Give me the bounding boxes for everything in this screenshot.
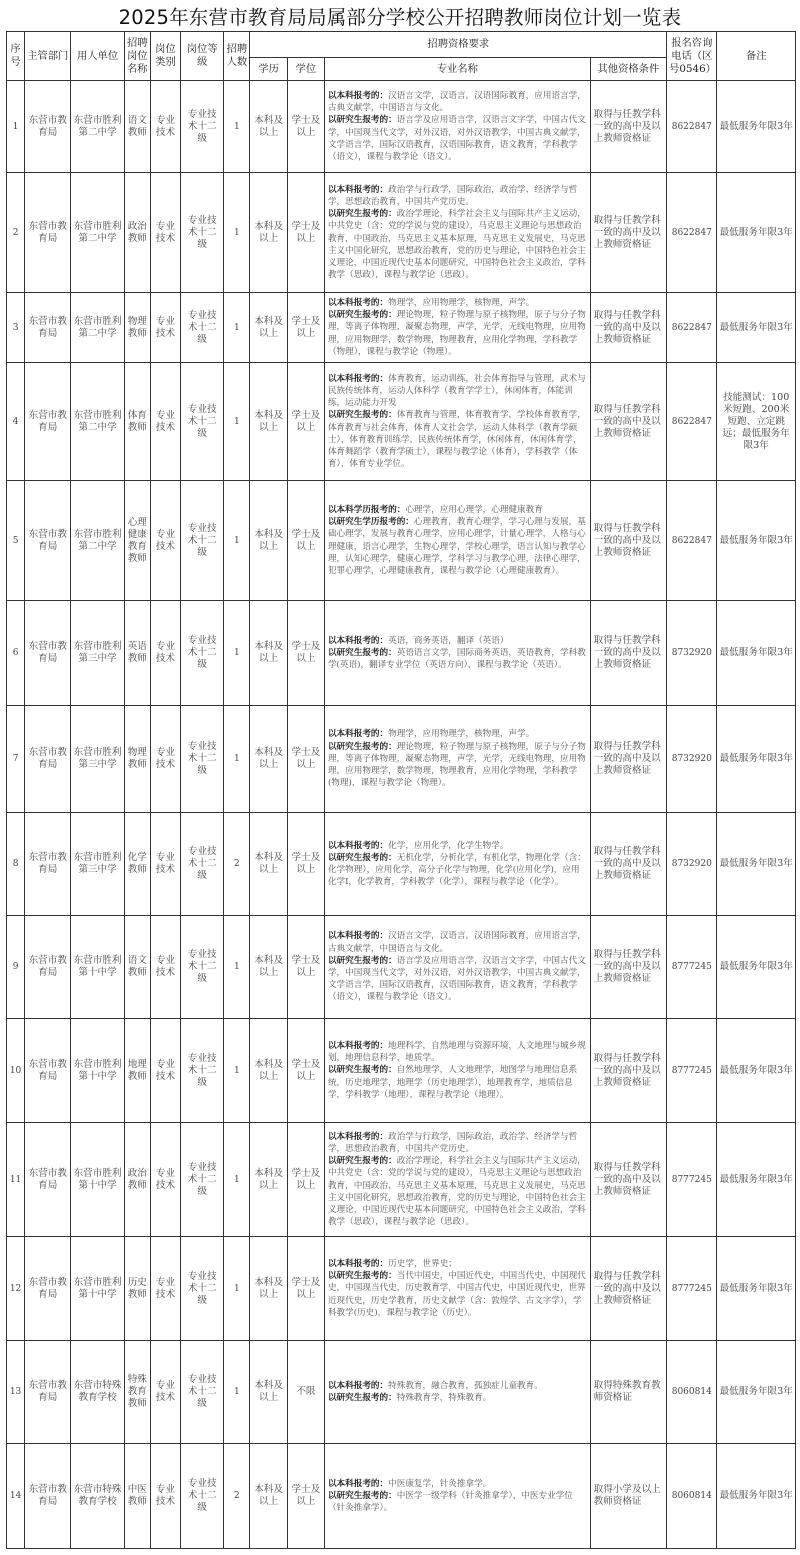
postgrad-label: 以研究生报考的： <box>327 955 397 966</box>
cell-unit: 东营市胜利第二中学 <box>71 481 124 601</box>
cell-seq: 14 <box>7 1444 25 1549</box>
cell-degree: 学士及以上 <box>287 363 324 481</box>
cell-count: 2 <box>224 1444 250 1549</box>
cell-other: 取得与任教学科一致的高中及以上教师资格证 <box>590 363 667 481</box>
cell-count: 1 <box>224 293 250 363</box>
cell-count: 1 <box>224 916 250 1019</box>
cell-seq: 5 <box>7 481 25 601</box>
cell-unit: 东营市胜利第二中学 <box>71 81 124 173</box>
postgrad-label: 以研究生报考的： <box>327 1490 397 1501</box>
undergrad-label: 以本科报考的： <box>327 1380 389 1391</box>
undergrad-requirement <box>328 930 587 954</box>
cell-seq: 3 <box>7 293 25 363</box>
cell-unit: 东营市胜利第三中学 <box>71 601 124 706</box>
postgrad-requirement <box>328 1270 587 1319</box>
undergrad-label: 以本科报考的： <box>327 635 389 646</box>
cell-dept: 东营市教育局 <box>25 81 71 173</box>
header-dept: 主管部门 <box>25 32 71 81</box>
postgrad-majors: 英语语言文学，国际商务英语，英语教育，学科教学(英语)，翻译专业学位（英语方向），课程与教学论（英语）。 <box>327 647 586 671</box>
cell-position: 体育教师 <box>124 363 150 481</box>
cell-category: 专业技术 <box>150 1444 180 1549</box>
undergrad-label: 以本科报考的： <box>327 90 389 101</box>
cell-education: 本科及以上 <box>250 916 287 1019</box>
header-education: 学历 <box>250 58 287 81</box>
cell-unit: 东营市特殊教育学校 <box>71 1341 124 1444</box>
cell-major <box>324 81 590 173</box>
postgrad-requirement <box>328 114 587 163</box>
cell-remark: 最低服务年限3年 <box>717 813 796 916</box>
cell-count: 2 <box>224 813 250 916</box>
cell-seq: 1 <box>7 81 25 173</box>
undergrad-label: 以本科报考的： <box>327 297 389 308</box>
cell-remark: 最低服务年限3年 <box>717 481 796 601</box>
cell-other: 取得与任教学科一致的高中及以上教师资格证 <box>590 916 667 1019</box>
cell-education: 本科及以上 <box>250 481 287 601</box>
cell-major <box>324 1123 590 1237</box>
cell-level: 专业技术十二级 <box>181 81 224 173</box>
table-row <box>7 601 796 706</box>
cell-position: 物理教师 <box>124 293 150 363</box>
cell-phone: 8622847 <box>667 173 717 293</box>
cell-position: 政治教师 <box>124 173 150 293</box>
cell-seq: 10 <box>7 1019 25 1123</box>
cell-other: 取得与任教学科一致的高中及以上教师资格证 <box>590 1123 667 1237</box>
cell-degree: 学士及以上 <box>287 1123 324 1237</box>
cell-degree: 学士及以上 <box>287 813 324 916</box>
cell-count: 1 <box>224 481 250 601</box>
cell-count: 1 <box>224 1123 250 1237</box>
cell-phone: 8777245 <box>667 1237 717 1341</box>
postgrad-majors: 自然地理学，人文地理学，地图学与地理信息系统，历史地理学，地理学（历史地理学），地理教育学，地质信息学，学科教学（地理），课程与教学论（地理）。 <box>327 1065 578 1100</box>
undergrad-majors: 物理学，应用物理学，核物理，声学。 <box>388 729 535 740</box>
cell-education: 本科及以上 <box>250 813 287 916</box>
postgrad-majors: 中医学一级学科（针灸推拿学），中医专业学位（针灸推拿学）。 <box>327 1490 573 1514</box>
cell-degree: 学士及以上 <box>287 1237 324 1341</box>
postgrad-requirement <box>328 647 587 671</box>
cell-level: 专业技术十二级 <box>181 916 224 1019</box>
cell-unit: 东营市胜利第二中学 <box>71 173 124 293</box>
cell-seq: 4 <box>7 363 25 481</box>
undergrad-majors: 历史学，世界史； <box>388 1258 457 1269</box>
postgrad-majors: 体育教育与管理，体育教育学，学校体育教育学，体育教育与社会体育，体育人文社会学，运动人体科学（教育学硕士），体育教育训练学，民族传统体育学，休闲体育，休闲体育学，体育舞蹈学（教育学硕士），课程与教学论（体育），学科教学（体育），体育专业学位。 <box>327 410 586 470</box>
cell-count: 1 <box>224 81 250 173</box>
cell-other: 取得与任教学科一致的高中及以上教师资格证 <box>590 81 667 173</box>
cell-major <box>324 1444 590 1549</box>
undergrad-majors: 地理科学，自然地理与资源环境，人文地理与城乡规划，地理信息科学，地质学。 <box>327 1040 586 1064</box>
cell-unit: 东营市胜利第二中学 <box>71 363 124 481</box>
undergrad-label: 以本科报考的： <box>327 184 389 195</box>
cell-position: 英语教师 <box>124 601 150 706</box>
cell-phone: 8777245 <box>667 1019 717 1123</box>
cell-education: 本科及以上 <box>250 1019 287 1123</box>
cell-unit: 东营市胜利第十中学 <box>71 1019 124 1123</box>
postgrad-label: 以研究生报考的： <box>327 410 397 421</box>
cell-major <box>324 601 590 706</box>
postgrad-label: 以研究生报考的： <box>327 1065 397 1076</box>
undergrad-requirement <box>328 373 587 410</box>
undergrad-majors: 汉语言文学，汉语言，汉语国际教育，应用语言学，古典文献学，中国语言与文化。 <box>327 90 586 114</box>
cell-dept: 东营市教育局 <box>25 706 71 813</box>
postgrad-label: 以研究生报考的： <box>327 1271 397 1282</box>
cell-category: 专业技术 <box>150 1341 180 1444</box>
cell-other: 取得与任教学科一致的高中及以上教师资格证 <box>590 481 667 601</box>
cell-education: 本科及以上 <box>250 1341 287 1444</box>
cell-level: 专业技术十二级 <box>181 706 224 813</box>
undergrad-label: 以本科报考的： <box>327 373 389 384</box>
cell-other: 取得与任教学科一致的高中及以上教师资格证 <box>590 173 667 293</box>
cell-other: 取得与任教学科一致的高中及以上教师资格证 <box>590 706 667 813</box>
table-row <box>7 1123 796 1237</box>
cell-phone: 8622847 <box>667 481 717 601</box>
cell-category: 专业技术 <box>150 1237 180 1341</box>
cell-major <box>324 1341 590 1444</box>
cell-unit: 东营市胜利第二中学 <box>71 293 124 363</box>
postgrad-requirement <box>328 1064 587 1101</box>
cell-dept: 东营市教育局 <box>25 1237 71 1341</box>
table-row <box>7 706 796 813</box>
cell-degree: 学士及以上 <box>287 173 324 293</box>
cell-phone: 8060814 <box>667 1444 717 1549</box>
header-requirements-group: 招聘资格要求 <box>250 32 667 58</box>
cell-count: 1 <box>224 173 250 293</box>
table-row <box>7 481 796 601</box>
cell-position: 特殊教育教师 <box>124 1341 150 1444</box>
cell-seq: 11 <box>7 1123 25 1237</box>
undergrad-majors: 特殊教育，融合教育，孤独症儿童教育。 <box>388 1380 543 1391</box>
cell-degree: 学士及以上 <box>287 293 324 363</box>
cell-dept: 东营市教育局 <box>25 481 71 601</box>
postgrad-majors: 心理教育，教育心理学，学习心理与发展，基础心理学，发展与教育心理学，应用心理学，计量心理学，人格与心理健康，语言心理学，生物心理学，学校心理学，语言认知与教学心理，认知心理学，健康心理学，学科学习与教学心理，法律心理学，犯罪心理学，心理健康教育，课程与教学论（心理健康教育）。 <box>327 517 586 576</box>
postgrad-requirement <box>328 309 587 358</box>
cell-category: 专业技术 <box>150 173 180 293</box>
postgrad-majors: 语言学及应用语言学，汉语言文字学，中国古代文学，中国现当代文学，对外汉语，对外汉语教学，中国古典文献学，文学语言学，国际汉语教育，汉语国际教育，语文教育，学科教学（语文），课程与教学论（语文）。 <box>327 955 586 1003</box>
cell-position: 政治教师 <box>124 1123 150 1237</box>
undergrad-label: 以本科报考的： <box>327 729 389 740</box>
undergrad-requirement <box>328 90 587 114</box>
cell-category: 专业技术 <box>150 601 180 706</box>
cell-count: 1 <box>224 1019 250 1123</box>
undergrad-requirement <box>328 840 587 852</box>
header-unit: 用人单位 <box>71 32 124 81</box>
undergrad-majors: 政治学与行政学，国际政治，政治学、经济学与哲学，思想政治教育，中国共产党历史。 <box>327 1131 578 1154</box>
postgrad-majors: 当代中国史，中国近代史，中国当代史，中国现代史，中国现当代史，历史教育学，中国古代史，中国近现代史，世界近现代史，历史学教育，历史文献学（含：敦煌学、古文字学），学科教学(历史)，课程与教学论（历史）。 <box>327 1271 586 1318</box>
cell-remark: 最低服务年限3年 <box>717 1444 796 1549</box>
cell-level: 专业技术十二级 <box>181 481 224 601</box>
header-degree: 学位 <box>287 58 324 81</box>
cell-dept: 东营市教育局 <box>25 916 71 1019</box>
cell-major <box>324 1019 590 1123</box>
cell-major <box>324 173 590 293</box>
table-row <box>7 1341 796 1444</box>
cell-education: 本科及以上 <box>250 173 287 293</box>
cell-count: 1 <box>224 601 250 706</box>
undergrad-majors: 汉语言文学，汉语言，汉语国际教育，应用语言学，古典文献学，中国语言与文化。 <box>327 931 586 954</box>
undergrad-majors: 英语，商务英语，翻译（英语） <box>388 635 509 646</box>
cell-category: 专业技术 <box>150 481 180 601</box>
cell-education: 本科及以上 <box>250 363 287 481</box>
undergrad-requirement <box>328 728 587 740</box>
undergrad-label: 以本科学历报考的： <box>327 504 406 515</box>
cell-dept: 东营市教育局 <box>25 1019 71 1123</box>
cell-education: 本科及以上 <box>250 1237 287 1341</box>
header-category: 岗位类别 <box>150 32 180 81</box>
cell-other: 取得与任教学科一致的高中及以上教师资格证 <box>590 1237 667 1341</box>
postgrad-requirement <box>328 852 587 889</box>
undergrad-requirement <box>328 635 587 647</box>
cell-remark: 最低服务年限3年 <box>717 1123 796 1237</box>
cell-degree: 学士及以上 <box>287 706 324 813</box>
cell-remark: 最低服务年限3年 <box>717 1341 796 1444</box>
cell-position: 心理健康教育教师 <box>124 481 150 601</box>
cell-dept: 东营市教育局 <box>25 813 71 916</box>
cell-remark: 最低服务年限3年 <box>717 601 796 706</box>
postgrad-majors: 理论物理，粒子物理与原子核物理，原子与分子物理，等离子体物理，凝聚态物理，声学，光学，无线电物理，应用物理，应用物理学，数学物理，物理教育，应用化学物理，学科教学（物理），课程与教学论（物理）。 <box>327 310 586 357</box>
cell-education: 本科及以上 <box>250 1123 287 1237</box>
cell-position: 语文教师 <box>124 916 150 1019</box>
header-seq: 序号 <box>7 32 25 81</box>
cell-phone: 8777245 <box>667 1123 717 1237</box>
undergrad-majors: 物理学，应用物理学，核物理，声学。 <box>388 297 535 308</box>
cell-phone: 8732920 <box>667 706 717 813</box>
cell-level: 专业技术十二级 <box>181 1341 224 1444</box>
cell-remark: 最低服务年限3年 <box>717 1019 796 1123</box>
cell-category: 专业技术 <box>150 813 180 916</box>
postgrad-requirement <box>328 955 587 1004</box>
postgrad-requirement <box>328 1392 587 1404</box>
cell-degree: 学士及以上 <box>287 601 324 706</box>
cell-phone: 8060814 <box>667 1341 717 1444</box>
table-row <box>7 1019 796 1123</box>
cell-seq: 13 <box>7 1341 25 1444</box>
cell-remark: 最低服务年限3年 <box>717 1237 796 1341</box>
cell-remark: 最低服务年限3年 <box>717 706 796 813</box>
cell-major <box>324 293 590 363</box>
cell-degree: 学士及以上 <box>287 1444 324 1549</box>
cell-level: 专业技术十二级 <box>181 601 224 706</box>
cell-phone: 8622847 <box>667 363 717 481</box>
postgrad-majors: 语言学及应用语言学，汉语言文字学，中国古代文学，中国现当代文学，对外汉语，对外汉语教学，中国古典文献学，文学语言学，国际汉语教育，汉语国际教育，语文教育，学科教学（语文），课程与教学论（语文）。 <box>327 115 586 162</box>
cell-position: 中医教师 <box>124 1444 150 1549</box>
cell-education: 本科及以上 <box>250 601 287 706</box>
cell-unit: 东营市胜利第三中学 <box>71 813 124 916</box>
cell-degree: 学士及以上 <box>287 481 324 601</box>
postgrad-majors: 特殊教育学，特殊教育。 <box>396 1393 492 1403</box>
postgrad-requirement <box>328 741 587 790</box>
cell-dept: 东营市教育局 <box>25 1444 71 1549</box>
cell-other: 取得小学及以上教师资格证 <box>590 1444 667 1549</box>
table-row <box>7 1237 796 1341</box>
cell-dept: 东营市教育局 <box>25 293 71 363</box>
header-count: 招聘人数 <box>224 32 250 81</box>
cell-count: 1 <box>224 1341 250 1444</box>
cell-category: 专业技术 <box>150 293 180 363</box>
table-row <box>7 81 796 173</box>
undergrad-majors: 政治学与行政学，国际政治，政治学、经济学与哲学，思想政治教育，中国共产党历史。 <box>327 184 578 207</box>
cell-level: 专业技术十二级 <box>181 1123 224 1237</box>
cell-position: 物理教师 <box>124 706 150 813</box>
postgrad-label: 以研究生报考的： <box>327 115 397 126</box>
postgrad-label: 以研究生报考的： <box>327 1156 397 1167</box>
cell-education: 本科及以上 <box>250 706 287 813</box>
cell-level: 专业技术十二级 <box>181 813 224 916</box>
postgrad-requirement <box>328 1490 587 1514</box>
cell-phone: 8732920 <box>667 601 717 706</box>
cell-degree: 学士及以上 <box>287 916 324 1019</box>
undergrad-majors: 心理学，应用心理学，心理健康教育 <box>405 504 543 515</box>
undergrad-majors: 化学，应用化学，化学生物学。 <box>388 840 509 851</box>
postgrad-label: 以研究生报考的： <box>327 310 397 321</box>
postgrad-majors: 政治学理论，科学社会主义与国际共产主义运动，中共党史（含：党的学说与党的建设），马克思主义理论与思想政治教育，中国政治，马克思主义基本原理，马克思主义发展史，马克思主义中国化研究，思想政治教育，党的历史与理论，中国特色社会主义理论，中国近现代史基本问题研究，中国特色社会主义政治，学科教学（思政），课程与教学论（思政）。 <box>327 209 586 281</box>
cell-unit: 东营市特殊教育学校 <box>71 1444 124 1549</box>
cell-remark: 最低服务年限3年 <box>717 916 796 1019</box>
cell-seq: 12 <box>7 1237 25 1341</box>
undergrad-label: 以本科报考的： <box>327 1478 389 1489</box>
cell-remark: 最低服务年限3年 <box>717 293 796 363</box>
cell-position: 历史教师 <box>124 1237 150 1341</box>
undergrad-requirement <box>328 504 587 516</box>
cell-major <box>324 706 590 813</box>
cell-unit: 东营市胜利第三中学 <box>71 706 124 813</box>
cell-phone: 8732920 <box>667 813 717 916</box>
postgrad-label: 以研究生学历报考的： <box>327 517 414 528</box>
postgrad-majors: 政治学理论，科学社会主义与国际共产主义运动，中共党史（含：党的学说与党的建设），马克思主义理论与思想政治教育，中国政治，马克思主义基本原理，马克思主义发展史，马克思主义中国化研究，思想政治教育，党的历史与理论，中国特色社会主义理论，中国近现代史基本问题研究，中国特色社会主义政治，学科教学（思政），课程与教学论（思政）。 <box>327 1156 586 1228</box>
header-other: 其他资格条件 <box>590 58 667 81</box>
undergrad-label: 以本科报考的： <box>327 1131 389 1142</box>
postgrad-label: 以研究生报考的： <box>327 209 397 220</box>
cell-remark: 技能测试：100米短跑、200米短跑、立定跳远；最低服务年限3年 <box>717 363 796 481</box>
cell-other: 取得特殊教育教师资格证 <box>590 1341 667 1444</box>
header-major: 专业名称 <box>324 58 590 81</box>
undergrad-label: 以本科报考的： <box>327 1040 389 1051</box>
cell-level: 专业技术十二级 <box>181 363 224 481</box>
cell-major <box>324 1237 590 1341</box>
undergrad-requirement <box>328 297 587 309</box>
cell-phone: 8622847 <box>667 293 717 363</box>
table-row <box>7 363 796 481</box>
cell-remark: 最低服务年限3年 <box>717 81 796 173</box>
cell-dept: 东营市教育局 <box>25 601 71 706</box>
cell-level: 专业技术十二级 <box>181 173 224 293</box>
undergrad-requirement <box>328 1478 587 1490</box>
table-row <box>7 813 796 916</box>
cell-other: 取得与任教学科一致的高中及以上教师资格证 <box>590 293 667 363</box>
postgrad-requirement <box>328 516 587 577</box>
postgrad-majors: 无机化学，分析化学，有机化学，物理化学（含：化学物理），应用化学，高分子化学与物理，化学(应用化学)，应用化学Ⅰ，化学教育，学科教学（化学），课程与教学论（化学）。 <box>327 852 586 888</box>
cell-dept: 东营市教育局 <box>25 1123 71 1237</box>
postgrad-majors: 理论物理，粒子物理与原子核物理，原子与分子物理，等离子体物理，凝聚态物理，声学，光学，无线电物理，应用物理，应用物理学，数学物理，物理教育，应用化学物理，学科教学(物理)，课程与教学论（物理）。 <box>327 741 586 789</box>
cell-other: 取得与任教学科一致的高中及以上教师资格证 <box>590 813 667 916</box>
cell-position: 语文教师 <box>124 81 150 173</box>
cell-seq: 8 <box>7 813 25 916</box>
cell-seq: 7 <box>7 706 25 813</box>
cell-major <box>324 916 590 1019</box>
undergrad-label: 以本科报考的： <box>327 840 389 851</box>
header-phone: 报名咨询电话（区号0546） <box>667 32 717 81</box>
undergrad-label: 以本科报考的： <box>327 931 389 942</box>
cell-education: 本科及以上 <box>250 81 287 173</box>
postgrad-label: 以研究生报考的： <box>327 852 397 863</box>
cell-unit: 东营市胜利第十中学 <box>71 916 124 1019</box>
undergrad-requirement <box>328 1380 587 1392</box>
cell-dept: 东营市教育局 <box>25 363 71 481</box>
postgrad-requirement <box>328 1155 587 1228</box>
cell-education: 本科及以上 <box>250 293 287 363</box>
cell-category: 专业技术 <box>150 363 180 481</box>
cell-remark: 最低服务年限3年 <box>717 173 796 293</box>
cell-level: 专业技术十二级 <box>181 1019 224 1123</box>
cell-category: 专业技术 <box>150 81 180 173</box>
cell-category: 专业技术 <box>150 1123 180 1237</box>
undergrad-majors: 中医康复学，针灸推拿学。 <box>388 1478 492 1489</box>
postgrad-label: 以研究生报考的： <box>327 741 397 752</box>
table-row <box>7 173 796 293</box>
cell-level: 专业技术十二级 <box>181 293 224 363</box>
cell-count: 1 <box>224 1237 250 1341</box>
cell-dept: 东营市教育局 <box>25 1341 71 1444</box>
cell-other: 取得与任教学科一致的高中及以上教师资格证 <box>590 1019 667 1123</box>
cell-dept: 东营市教育局 <box>25 173 71 293</box>
undergrad-requirement <box>328 1258 587 1270</box>
cell-position: 化学教师 <box>124 813 150 916</box>
recruitment-table <box>6 31 796 1549</box>
cell-category: 专业技术 <box>150 916 180 1019</box>
cell-degree: 学士及以上 <box>287 81 324 173</box>
cell-education: 本科及以上 <box>250 1444 287 1549</box>
cell-major <box>324 363 590 481</box>
cell-seq: 2 <box>7 173 25 293</box>
cell-degree: 不限 <box>287 1341 324 1444</box>
undergrad-requirement <box>328 1131 587 1155</box>
cell-count: 1 <box>224 363 250 481</box>
cell-count: 1 <box>224 706 250 813</box>
postgrad-label: 以研究生报考的： <box>327 647 397 658</box>
cell-category: 专业技术 <box>150 1019 180 1123</box>
cell-phone: 8777245 <box>667 916 717 1019</box>
header-level: 岗位等级 <box>181 32 224 81</box>
postgrad-label: 以研究生报考的： <box>327 1393 397 1403</box>
cell-position: 地理教师 <box>124 1019 150 1123</box>
cell-major <box>324 481 590 601</box>
cell-phone: 8622847 <box>667 81 717 173</box>
cell-seq: 6 <box>7 601 25 706</box>
undergrad-label: 以本科报考的： <box>327 1258 389 1269</box>
header-remark: 备注 <box>717 32 796 81</box>
page-title: 2025年东营市教育局局属部分学校公开招聘教师岗位计划一览表 <box>118 6 682 29</box>
header-position: 招聘岗位名称 <box>124 32 150 81</box>
cell-other: 取得与任教学科一致的高中及以上教师资格证 <box>590 601 667 706</box>
postgrad-requirement <box>328 208 587 281</box>
table-row <box>7 1444 796 1549</box>
cell-seq: 9 <box>7 916 25 1019</box>
postgrad-requirement <box>328 409 587 470</box>
cell-unit: 东营市胜利第十中学 <box>71 1237 124 1341</box>
cell-degree: 学士及以上 <box>287 1019 324 1123</box>
undergrad-requirement <box>328 184 587 208</box>
undergrad-requirement <box>328 1040 587 1064</box>
cell-unit: 东营市胜利第十中学 <box>71 1123 124 1237</box>
undergrad-majors: 体育教育，运动训练，社会体育指导与管理，武术与民族传统体育，运动人体科学（教育学学士），休闲体育，体能训练，运动能力开发 <box>327 373 586 409</box>
table-row <box>7 293 796 363</box>
cell-level: 专业技术十二级 <box>181 1444 224 1549</box>
table-row <box>7 916 796 1019</box>
cell-level: 专业技术十二级 <box>181 1237 224 1341</box>
cell-category: 专业技术 <box>150 706 180 813</box>
cell-major <box>324 813 590 916</box>
